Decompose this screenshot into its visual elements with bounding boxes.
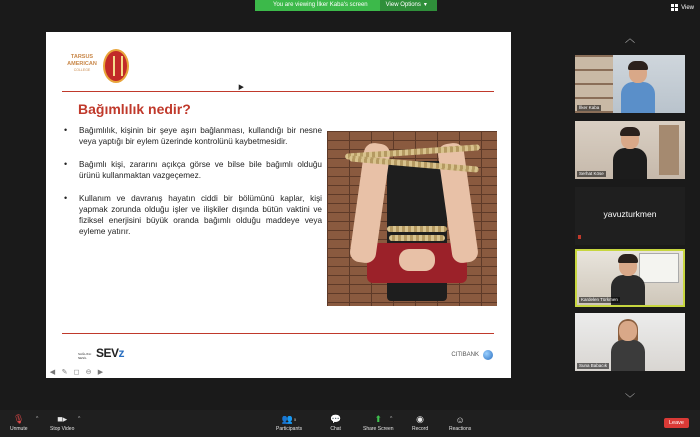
- sponsor-logo-text: CITIBANK: [451, 352, 479, 358]
- tied-person-photo: [327, 131, 497, 306]
- college-emblem-icon: [103, 49, 129, 83]
- video-camera-icon: ■▸: [57, 414, 68, 424]
- meeting-toolbar: [0, 410, 700, 437]
- share-screen-label: Share Screen: [363, 426, 394, 432]
- view-layout-button[interactable]: [671, 4, 694, 11]
- chat-label: Chat: [330, 426, 341, 432]
- participant-video-tile-active-speaker[interactable]: [575, 249, 685, 307]
- mouse-cursor-icon: [236, 83, 244, 90]
- unmute-label: Unmute: [10, 426, 28, 432]
- logo-line-3: COLLEGE: [73, 68, 91, 72]
- share-screen-icon: ⬆: [374, 414, 383, 424]
- sev-logo-text: SEV: [96, 346, 119, 360]
- reactions-icon: ☺: [455, 414, 465, 425]
- record-button[interactable]: [412, 413, 428, 432]
- slides-overview-icon[interactable]: ◻: [73, 368, 80, 376]
- share-banner-text: You are viewing İlker Kaba's screen: [255, 0, 380, 11]
- reactions-label: Reactions: [449, 426, 472, 432]
- bullet-item: • Kullanım ve davranış hayatın ciddi bir bölümünü kaplar, kişi yapmak zorunda olduğu işler ve ilişkiler dışında bütün vaktini ve fiziksel enerjisini büyük oranda bağımlı olduğu maddeye veya eyleme yatırır.: [64, 193, 322, 237]
- participant-name: Serhat Köse: [579, 171, 604, 176]
- participant-name-placeholder: yavuzturkmen: [603, 209, 657, 219]
- participant-video-tile[interactable]: [575, 55, 685, 113]
- participant-avatar: [613, 129, 647, 179]
- stop-video-button[interactable]: [50, 413, 74, 432]
- participants-label: Participants: [276, 426, 303, 432]
- leave-meeting-button[interactable]: Leave: [664, 418, 689, 428]
- slide-divider-bottom: [62, 333, 494, 334]
- logo-line-1: TARSUS: [70, 54, 94, 60]
- slide-navigation-tools: [48, 367, 105, 376]
- unmute-button[interactable]: [10, 413, 28, 432]
- tarsus-american-college-logo: [60, 49, 140, 89]
- next-slide-icon[interactable]: ▶: [97, 368, 104, 376]
- chevron-down-icon: ▾: [423, 2, 427, 8]
- slide-title: Bağımlılık nedir?: [78, 101, 191, 117]
- gallery-scroll-down-icon[interactable]: ﹀: [625, 394, 635, 405]
- participant-name: İlker Kaba: [579, 105, 600, 110]
- share-screen-button[interactable]: [363, 413, 394, 432]
- pen-icon[interactable]: ✎: [61, 368, 68, 376]
- sev-logo-caption: SAĞLIKLI NESİL: [78, 352, 92, 360]
- view-layout-label: View: [681, 4, 694, 11]
- sev-logo-accent: z: [118, 346, 125, 360]
- participant-video-tile[interactable]: [575, 121, 685, 179]
- sponsor-logo: [451, 350, 493, 360]
- previous-slide-icon[interactable]: ◀: [49, 368, 56, 376]
- record-label: Record: [412, 426, 429, 432]
- slide-bullet-list: [64, 125, 322, 249]
- muted-indicator-icon: [578, 235, 581, 239]
- sev-logo: [78, 346, 124, 360]
- bullet-item: • Bağımlı kişi, zararını açıkça görse ve bilse bile bağımlı olduğu ürünü kullanmaktan vazgeçemez.: [64, 159, 322, 181]
- participant-name: Kardelen Türkmen: [581, 297, 618, 302]
- bullet-item: • Bağımlılık, kişinin bir şeye aşırı bağlanması, kullandığı bir nesne veya yaptığı bir eylem üzerinde kontrolünü kaybetmesidir.: [64, 125, 322, 147]
- participant-name: Suna Babacık: [579, 363, 608, 368]
- participants-button[interactable]: [276, 413, 302, 432]
- microphone-muted-icon: 🎙: [13, 414, 25, 424]
- participant-avatar: [621, 63, 657, 113]
- participants-icon: 👥: [281, 414, 294, 424]
- slide-divider-top: [62, 91, 494, 92]
- screen-share-banner: [255, 0, 437, 11]
- grid-view-icon: [671, 4, 678, 11]
- shared-screen-slide: [46, 32, 511, 378]
- zoom-out-icon[interactable]: ⊖: [85, 368, 92, 376]
- record-icon: ◉: [416, 414, 424, 424]
- participant-avatar: [611, 321, 645, 371]
- share-options-caret-icon[interactable]: ^: [390, 416, 393, 422]
- chat-icon: 💬: [330, 414, 342, 424]
- logo-line-2: AMERICAN: [67, 61, 97, 67]
- participant-count: 5: [294, 417, 297, 422]
- globe-icon: [483, 350, 493, 360]
- participant-video-tile[interactable]: [575, 313, 685, 371]
- chat-button[interactable]: [330, 413, 341, 432]
- reactions-button[interactable]: [449, 413, 471, 432]
- view-options-button[interactable]: [380, 0, 437, 11]
- stop-video-label: Stop Video: [50, 426, 75, 432]
- video-options-caret-icon[interactable]: ^: [78, 416, 81, 422]
- view-options-label: View Options: [385, 2, 421, 8]
- gallery-scroll-up-icon[interactable]: ︿: [625, 34, 635, 45]
- audio-options-caret-icon[interactable]: ^: [36, 416, 39, 422]
- participant-video-tile[interactable]: [575, 187, 685, 245]
